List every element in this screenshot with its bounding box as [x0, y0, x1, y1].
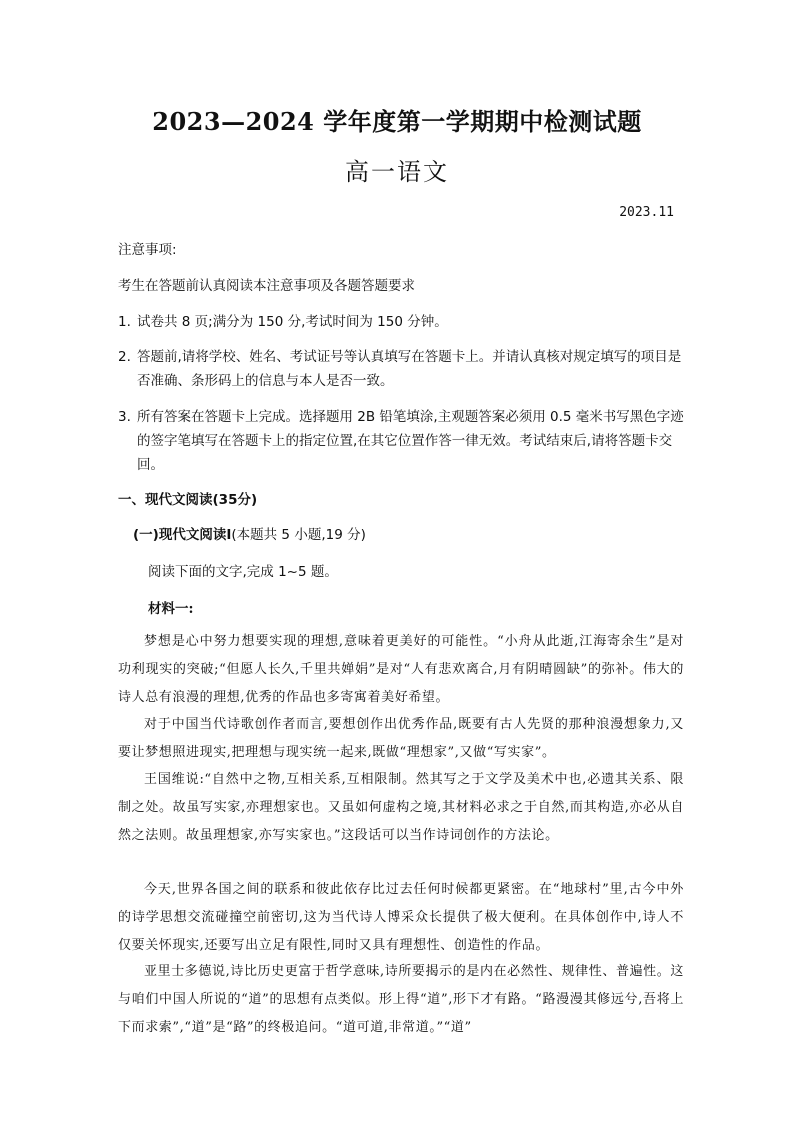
passage-paragraph: 对于中国当代诗歌创作者而言,要想创作出优秀作品,既要有古人先贤的那种浪漫想象力,又要让梦想照进现实,把理想与现实统一起来,既做“理想家”,又做“写实家”。 — [118, 717, 684, 760]
exam-date: 2023.11 — [619, 205, 674, 220]
notice-item-text: 所有答案在答题卡上完成。选择题用 2B 铅笔填涂,主观题答案必须用 0.5 毫米书写黑色字迹的签字笔填写在答题卡上的指定位置,在其它位置作答一律无效。考试结束后,请将答题卡交回。 — [137, 409, 684, 473]
notice-item-text: 试卷共 8 页;满分为 150 分,考试时间为 150 分钟。 — [137, 314, 448, 330]
notice-item-text: 答题前,请将学校、姓名、考试证号等认真填写在答题卡上。并请认真核对规定填写的项目是否准确、条形码上的信息与本人是否一致。 — [137, 349, 682, 389]
section-heading: 一、现代文阅读(35分) — [118, 492, 258, 508]
notice-item — [118, 345, 688, 393]
notice-item-number: 3. — [118, 409, 131, 425]
notice-intro: 考生在答题前认真阅读本注意事项及各题答题要求 — [118, 278, 415, 294]
passage-paragraph: 梦想是心中努力想要实现的理想,意味着更美好的可能性。“小舟从此逝,江海寄余生”是对功利现实的突破;“但愿人长久,千里共婵娟”是对“人有悲欢离合,月有阴晴圆缺”的弥补。伟大的诗人总有浪漫的理想,优秀的作品也多寄寓着美好希望。 — [118, 634, 684, 705]
material-label: 材料一: — [148, 601, 194, 617]
notice-item — [118, 405, 688, 477]
notice-item-number: 2. — [118, 349, 131, 365]
exam-subject: 高一语文 — [345, 158, 449, 186]
passage-paragraph: 王国维说:“自然中之物,互相关系,互相限制。然其写之于文学及美术中也,必遗其关系、限制之处。故虽写实家,亦理想家也。又虽如何虚构之境,其材料必求之于自然,而其构造,亦必从自然之法则。故虽理想家,亦写实家也。”这段话可以当作诗词创作的方法论。 — [118, 772, 684, 843]
exam-title: 2023—2024 学年度第一学期期中检测试题 — [152, 107, 642, 136]
reading-instruction: 阅读下面的文字,完成 1~5 题。 — [148, 564, 338, 580]
subsection-label: (一)现代文阅读Ⅰ — [133, 527, 232, 543]
passage-paragraph: 亚里士多德说,诗比历史更富于哲学意味,诗所要揭示的是内在必然性、规律性、普遍性。这与咱们中国人所说的“道”的思想有点类似。形上得“道”,形下才有路。“路漫漫其修远兮,吾将上下而求索”,“道”是“路”的终极追问。“道可道,非常道。”“道” — [118, 964, 684, 1035]
notice-item — [118, 310, 688, 334]
notice-heading: 注意事项: — [118, 242, 177, 258]
notice-item-number: 1. — [118, 314, 131, 330]
subsection-note: (本题共 5 小题,19 分) — [231, 527, 366, 543]
subsection-heading — [133, 523, 366, 543]
passage-paragraph: 今天,世界各国之间的联系和彼此依存比过去任何时候都更紧密。在“地球村”里,古今中外的诗学思想交流碰撞空前密切,这为当代诗人博采众长提供了极大便利。在具体创作中,诗人不仅要关怀现实,还要写出立足有限性,同时又具有理想性、创造性的作品。 — [118, 882, 684, 953]
